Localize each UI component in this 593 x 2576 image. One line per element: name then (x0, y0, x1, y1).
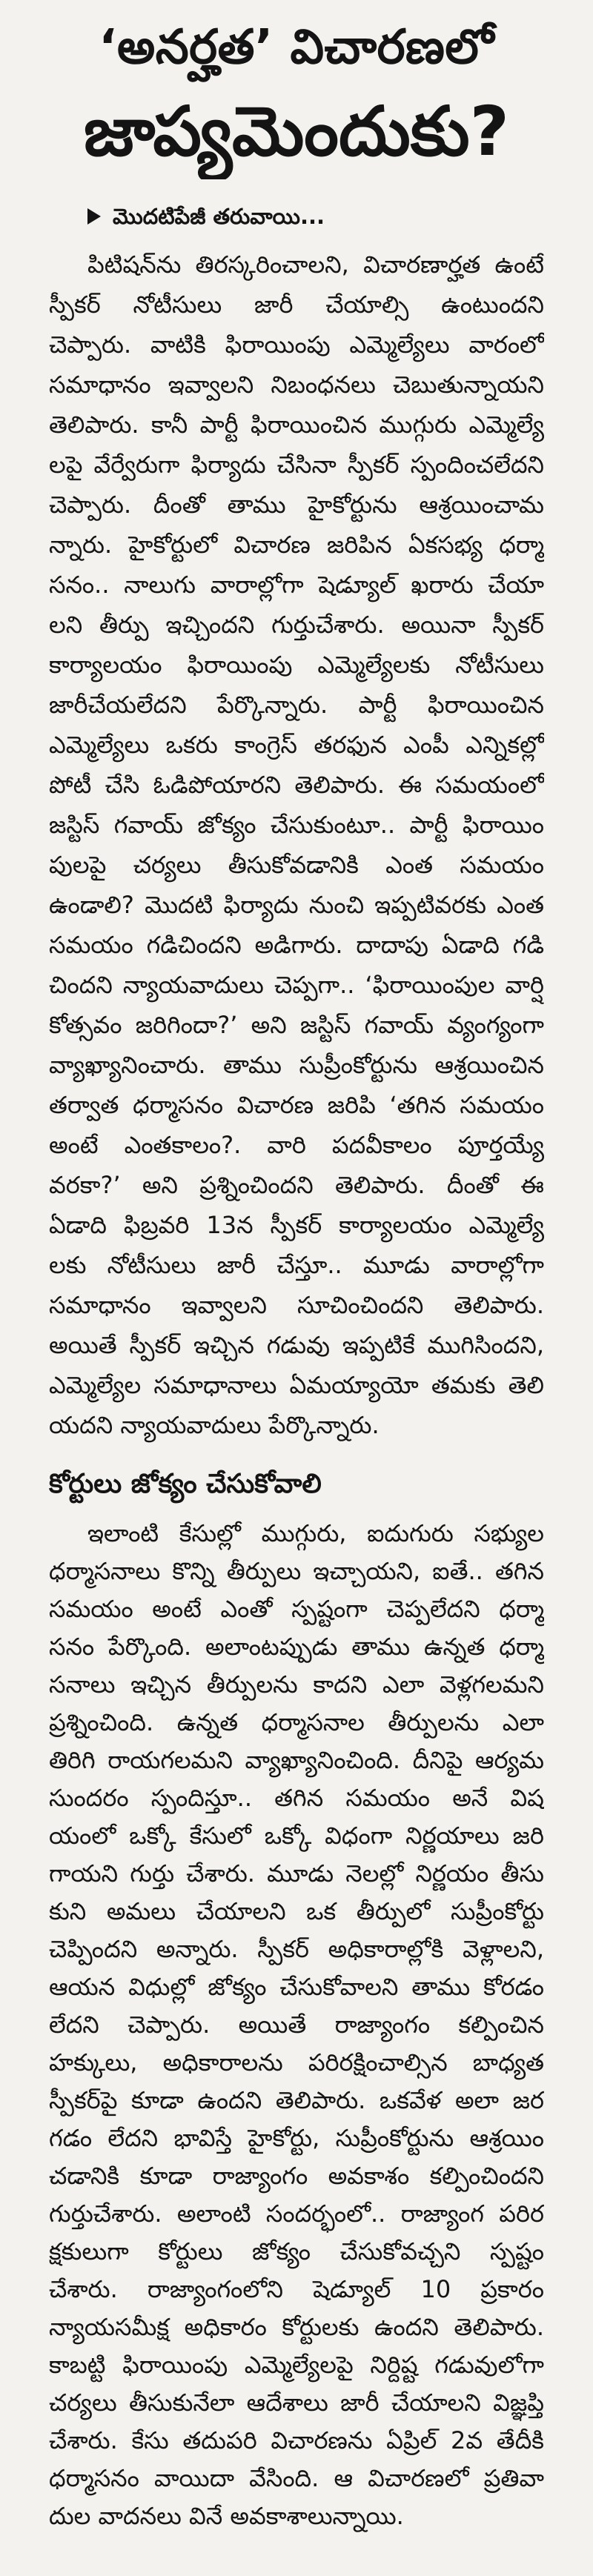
headline (0, 0, 593, 179)
right-triangle-icon (87, 208, 101, 225)
text-line: కోత్సవం జరిగిందా?’ అని జస్టిస్ గవాయ్ వ్యంగ్యంగా (49, 1011, 544, 1039)
text-line: ఎమ్మెల్యేల సమాధానాలు ఏమయ్యాయో తమకు తెలి (49, 1371, 544, 1399)
text-line: సనం పేర్కొంది. అలాంటప్పుడు తాము ఉన్నత ధర్మా (49, 1633, 544, 1661)
text-line: దుల వాదనలు వినే అవకాశాలున్నాయి. (49, 2502, 404, 2530)
text-line: న్యాయసమీక్ష అధికారం కోర్టులకు ఉందని తెలిపారు. (49, 2313, 544, 2341)
subheading: కోర్టులు జోక్యం చేసుకోవాలి (49, 1469, 322, 1499)
text-line: కుని అమలు చేయాలని ఒక తీర్పులో సుప్రీంకోర్టు (49, 1897, 544, 1925)
text-line: ఏడాది ఫిబ్రవరి 13న స్పీకర్ కార్యాలయం ఎమ్మెల్యే (49, 1211, 544, 1239)
text-line: ధర్మాసనం వాయిదా వేసింది. ఆ విచారణలో ప్రతివా (49, 2464, 544, 2492)
continuation-text: మొదటిపేజీ తరువాయి... (113, 204, 325, 229)
text-line: ప్రశ్నించింది. ఉన్నత ధర్మాసనాల తీర్పులను ఎలా (49, 1708, 544, 1736)
text-line: గుర్తుచేశారు. అలాంటి సందర్భంలో.. రాజ్యాంగ పరిర (49, 2200, 544, 2228)
continuation-note (87, 197, 503, 236)
text-line: సమాధానం ఇవ్వాలని నిబంధనలు చెబుతున్నాయని (49, 371, 544, 399)
text-line: చర్యలు తీసుకునేలా ఆదేశాలు జారీ చేయాలని విజ్ఞప్తి (49, 2389, 544, 2417)
text-line: సమయం అంటే ఎంతో స్పష్టంగా చెప్పలేదని ధర్మా (49, 1595, 544, 1623)
text-line: గాయని గుర్తు చేశారు. మూడు నెలల్లో నిర్ణయం తీసు (49, 1859, 544, 1888)
text-line: తెలిపారు. కానీ పార్టీ ఫిరాయించిన ముగ్గురు ఎమ్మెల్యే (49, 411, 544, 439)
text-line: అయితే స్పీకర్ ఇచ్చిన గడువు ఇప్పటికే ముగిసిందని, (49, 1331, 544, 1359)
text-line: స్పీకర్ నోటీసులు జారీ చేయాల్సి ఉంటుందని (49, 291, 544, 319)
text-line: స్పీకర్‌పై కూడా ఉందని తెలిపారు. ఒకవేళ అలా జర (49, 2086, 544, 2114)
headline-line-1: ‘అనర్హత’ విచారణలో (99, 20, 494, 75)
text-line: సనాలు ఇచ్చిన తీర్పులను కాదని ఎలా వెళ్లగలమని (49, 1670, 544, 1699)
text-line: వ్యాఖ్యానించారు. తాము సుప్రీంకోర్టును ఆశ్రయించిన (49, 1051, 544, 1079)
headline-line-2: జాప్యమెందుకు? (84, 92, 509, 171)
text-line: ఇలాంటి కేసుల్లో ముగ్గురు, ఐదుగురు సభ్యుల (87, 1519, 544, 1547)
text-line: క్షకులుగా కోర్టులు జోక్యం చేసుకోవచ్చని స్పష్టం (49, 2237, 544, 2265)
text-line: న్నారు. హైకోర్టులో విచారణ జరిపిన ఏకసభ్య ధర్మా (49, 531, 544, 559)
text-line: చెప్పారు. దీంతో తాము హైకోర్టును ఆశ్రయించామ (49, 491, 544, 519)
text-line: కాబట్టి ఫిరాయింపు ఎమ్మెల్యేలపై నిర్దిష్ట గడువులోగా (49, 2351, 544, 2379)
text-line: వరకా?’ అని ప్రశ్నించిందని తెలిపారు. దీంతో ఈ (49, 1171, 544, 1199)
text-line: కార్యాలయం ఫిరాయింపు ఎమ్మెల్యేలకు నోటీసులు (49, 651, 544, 679)
text-line: యదని న్యాయవాదులు పేర్కొన్నారు. (49, 1411, 380, 1439)
text-line: సనం.. నాలుగు వారాల్లోగా షెడ్యూల్ ఖరారు చేయా (49, 571, 544, 599)
article-body-part-2 (49, 1515, 544, 2535)
text-line: ఉండాలి? మొదటి ఫిర్యాదు నుంచి ఇప్పటివరకు ఎంత (49, 891, 544, 919)
text-line: గడం లేదని భావిస్తే హైకోర్టు, సుప్రీంకోర్టును ఆశ్రయిం (49, 2124, 544, 2152)
text-line: జారీచేయలేదని పేర్కొన్నారు. పార్టీ ఫిరాయించిన (49, 691, 544, 719)
text-line: సమాధానం ఇవ్వాలని సూచించిందని తెలిపారు. (49, 1291, 544, 1319)
article-body-part-1 (49, 245, 544, 1445)
text-line: చెప్పిందని అన్నారు. స్పీకర్ అధికారాల్లోకి వెళ్లాలని, (49, 1935, 544, 1963)
text-line: చేశారు. కేసు తదుపరి విచారణను ఏప్రిల్ 2వ తేదీకి (49, 2426, 544, 2454)
text-line: పిటిషన్‌ను తిరస్కరించాలని, విచారణార్హత ఉంటే (87, 250, 544, 279)
text-line: సమయం గడిచిందని అడిగారు. దాదాపు ఏడాది గడి (49, 931, 544, 959)
text-line: యంలో ఒక్కో కేసులో ఒక్కో విధంగా నిర్ణయాలు జరి (49, 1822, 544, 1850)
text-line: ధర్మాసనాలు కొన్ని తీర్పులు ఇచ్చాయని, ఐతే.. తగిన (49, 1557, 544, 1585)
text-line: చిందని న్యాయవాదులు చెప్పగా.. ‘ఫిరాయింపుల వార్షి (49, 971, 544, 999)
text-line: జస్టిస్ గవాయ్ జోక్యం చేసుకుంటూ.. పార్టీ ఫిరాయిం (49, 811, 544, 839)
text-line: లని తీర్పు ఇచ్చిందని గుర్తుచేశారు. అయినా స్పీకర్ (49, 611, 544, 639)
text-line: చడానికి కూడా రాజ్యాంగం అవకాశం కల్పించిందని (49, 2162, 544, 2190)
text-line: సుందరం స్పందిస్తూ.. తగిన సమయం అనే విష (49, 1784, 544, 1812)
text-line: లపై వేర్వేరుగా ఫిర్యాదు చేసినా స్పీకర్ స్పందించలేదని (49, 451, 544, 479)
text-line: అంటే ఎంతకాలం?. వారి పదవీకాలం పూర్తయ్యే (49, 1131, 544, 1159)
text-line: ఎమ్మెల్యేలు ఒకరు కాంగ్రెస్ తరఫున ఎంపీ ఎన్నికల్లో (49, 731, 544, 759)
text-line: తర్వాత ధర్మాసనం విచారణ జరిపి ‘తగిన సమయం (49, 1091, 544, 1119)
text-line: చెప్పారు. వాటికి ఫిరాయింపు ఎమ్మెల్యేలు వారంలో (49, 331, 544, 359)
text-line: ఆయన విధుల్లో జోక్యం చేసుకోవాలని తాము కోరడం (49, 1973, 544, 2001)
text-line: లకు నోటీసులు జారీ చేస్తూ.. మూడు వారాల్లోగా (49, 1251, 544, 1279)
text-line: తిరిగి రాయగలమని వ్యాఖ్యానించింది. దీనిపై ఆర్యమ (49, 1746, 544, 1774)
text-line: చేశారు. రాజ్యాంగంలోని షెడ్యూల్ 10 ప్రకారం (49, 2275, 544, 2303)
text-line: హక్కులు, అధికారాలను పరిరక్షించాల్సిన బాధ్యత (49, 2048, 544, 2077)
text-line: లేదని చెప్పారు. అయితే రాజ్యాంగం కల్పించిన (49, 2011, 544, 2039)
text-line: పులపై చర్యలు తీసుకోవడానికి ఎంత సమయం (49, 851, 544, 879)
text-line: పోటీ చేసి ఓడిపోయారని తెలిపారు. ఈ సమయంలో (49, 771, 544, 799)
